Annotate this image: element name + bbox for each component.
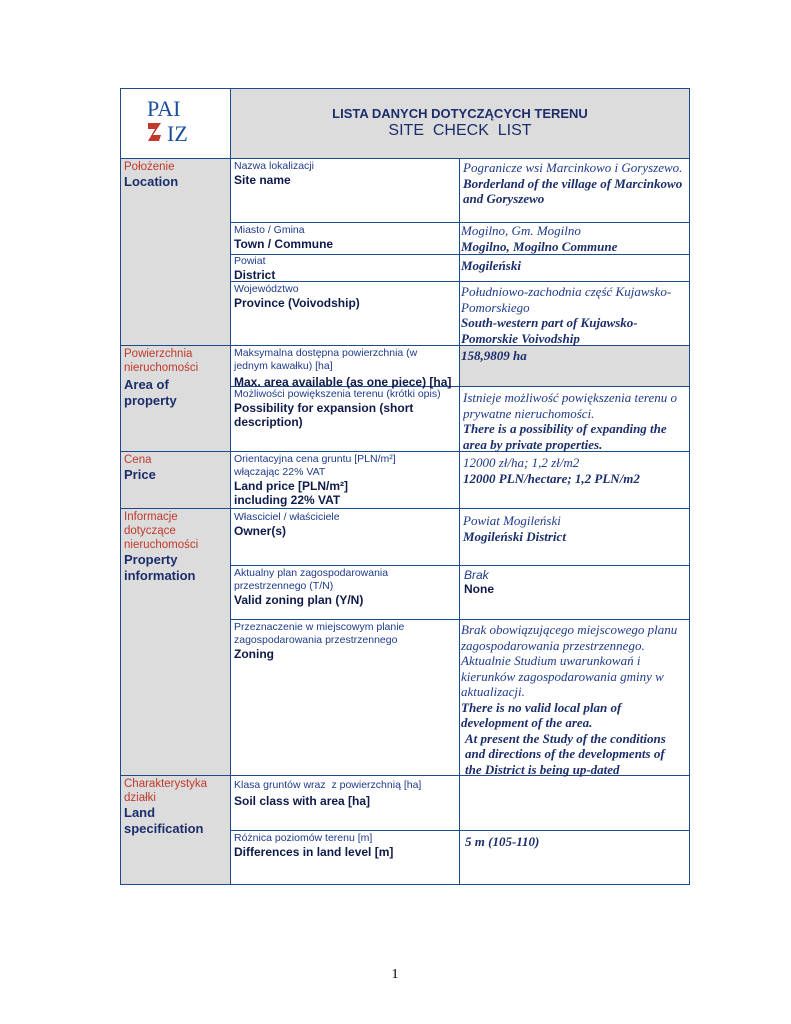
value-pl: Mogilno, Gm. Mogilno (461, 223, 581, 238)
section-label-en: Price (124, 467, 156, 482)
divider (230, 88, 231, 885)
value-pl: 12000 zł/ha; 1,2 zł/m2 (463, 455, 580, 470)
town-value (461, 223, 687, 254)
section-label-en: Area of property (124, 377, 177, 408)
label-en: Province (Voivodship) (234, 296, 360, 310)
label-en: Soil class with area [ha] (234, 794, 371, 808)
divider (230, 565, 690, 566)
label-pl: Miasto / Gmina (234, 224, 305, 236)
label-en: Town / Commune (234, 237, 334, 251)
title-en: SITE CHECK LIST (388, 122, 532, 139)
district-value (461, 258, 687, 274)
divider (120, 158, 690, 159)
divider (120, 508, 690, 509)
value-pl: Południowo-zachodnia część Kujawsko-Pomorskiego (461, 284, 672, 315)
section-label-en: Property information (124, 552, 196, 583)
section-label-en: Land specification (124, 805, 204, 836)
label-pl: Różnica poziomów terenu [m] (234, 832, 373, 844)
divider (230, 830, 690, 831)
label-en: Differences in land level [m] (234, 845, 394, 859)
value-pl: Brak (464, 568, 489, 582)
label-pl: Województwo (234, 283, 299, 295)
site-name-value (463, 160, 687, 207)
label-en: Max. area available (as one piece) [ha] (234, 375, 452, 389)
land-level-value (465, 834, 687, 850)
label-en: Land price [PLN/m²] (234, 479, 349, 493)
svg-text:PAI: PAI (147, 96, 181, 121)
value-en: South-western part of Kujawsko-Pomorskie Voivodship (461, 315, 638, 346)
label-pl: Powiat (234, 255, 266, 267)
section-price (124, 453, 228, 483)
label-en: Valid zoning plan (Y/N) (234, 593, 364, 607)
label-pl: Możliwości powiększenia terenu (krótki opis) (234, 388, 441, 400)
section-land (124, 777, 228, 837)
section-property (124, 510, 224, 584)
section-area (124, 347, 228, 409)
max-area-value (461, 348, 687, 364)
value-pl: Powiat Mogileński (463, 513, 561, 528)
town-label (234, 224, 456, 251)
land-price-value (463, 455, 688, 486)
value-pl: Istnieje możliwość powiększenia terenu o prywatne nieruchomości. (463, 390, 677, 421)
value-en: 12000 PLN/hectare; 1,2 PLN/m2 (463, 470, 640, 486)
soil-class-label (234, 779, 456, 808)
label-pl: Maksymalna dostępna powierzchnia (w jednym kawałku) [ha] (234, 347, 418, 372)
label-pl: Własciciel / właściciele (234, 511, 340, 523)
value: Mogileński (461, 258, 521, 273)
label-pl: Przeznaczenie w miejscowym planie zagospodarowania przestrzennego (234, 621, 405, 646)
section-location (124, 160, 228, 190)
zoning-label (234, 621, 434, 661)
value-pl: Brak obowiązującego miejscowego planu zagospodarowania przestrzennego. Aktualnie Studium uwarunkowań i kierunków zagospodarowania gminy w aktualizacji. (461, 622, 678, 699)
section-label-pl: Położenie (124, 161, 175, 173)
paiiz-logo (145, 95, 205, 145)
section-label-pl: Informacje dotyczące nieruchomości (124, 511, 199, 551)
value-en: There is no valid local plan of development of the area. (461, 699, 622, 730)
land-price-label (234, 453, 434, 507)
value-en-2: At present the Study of the conditions and directions of the developments of the District is being up-dated (465, 730, 666, 777)
label-pl: Klasa gruntów wraz z powierzchnią [ha] (234, 779, 422, 791)
owner-label (234, 511, 456, 538)
owner-value (463, 513, 688, 544)
label-en: Owner(s) (234, 524, 287, 538)
svg-text:IZ: IZ (167, 121, 188, 145)
section-label-pl: Cena (124, 454, 152, 466)
value: 158,9809 ha (461, 348, 527, 363)
site-name-label (234, 160, 456, 187)
label-en: Possibility for expansion (short description) (234, 401, 414, 429)
value-en: There is a possibility of expanding the area by private properties. (463, 421, 667, 452)
divider (230, 619, 690, 620)
province-label (234, 283, 456, 310)
section-label-pl: Powierzchnia nieruchomości (124, 348, 199, 374)
max-area-label (234, 347, 458, 389)
value-en: Mogileński District (463, 528, 566, 544)
value-en: None (464, 582, 494, 596)
label-en: Zoning (234, 647, 274, 661)
zoning-value (461, 622, 688, 777)
section-label-en: Location (124, 174, 179, 189)
label-pl: Aktualny plan zagospodarowania przestrzennego (T/N) (234, 567, 389, 592)
label-pl: Nazwa lokalizacji (234, 160, 314, 172)
page-number: 1 (391, 967, 399, 982)
label-en-vat: including 22% VAT (234, 493, 341, 507)
value-en: Mogilno, Mogilno Commune (461, 238, 618, 254)
title-pl: LISTA DANYCH DOTYCZĄCYCH TERENU (332, 106, 588, 121)
value-en: Borderland of the village of Marcinkowo and Goryszewo (463, 175, 683, 206)
district-label (234, 255, 456, 282)
province-value (461, 284, 687, 346)
zoning-plan-label (234, 567, 434, 607)
section-label-pl: Charakterystyka działki (124, 778, 208, 804)
value-pl: Pogranicze wsi Marcinkowo i Goryszewo. (463, 160, 683, 175)
expansion-label (234, 388, 458, 429)
land-level-label (234, 832, 456, 859)
label-en: Site name (234, 173, 291, 187)
label-en: District (234, 268, 276, 282)
zoning-plan-value (464, 568, 688, 596)
label-pl: Orientacyjna cena gruntu [PLN/m²] włączając 22% VAT (234, 453, 396, 478)
value: 5 m (105-110) (465, 834, 540, 849)
expansion-value (463, 390, 688, 452)
